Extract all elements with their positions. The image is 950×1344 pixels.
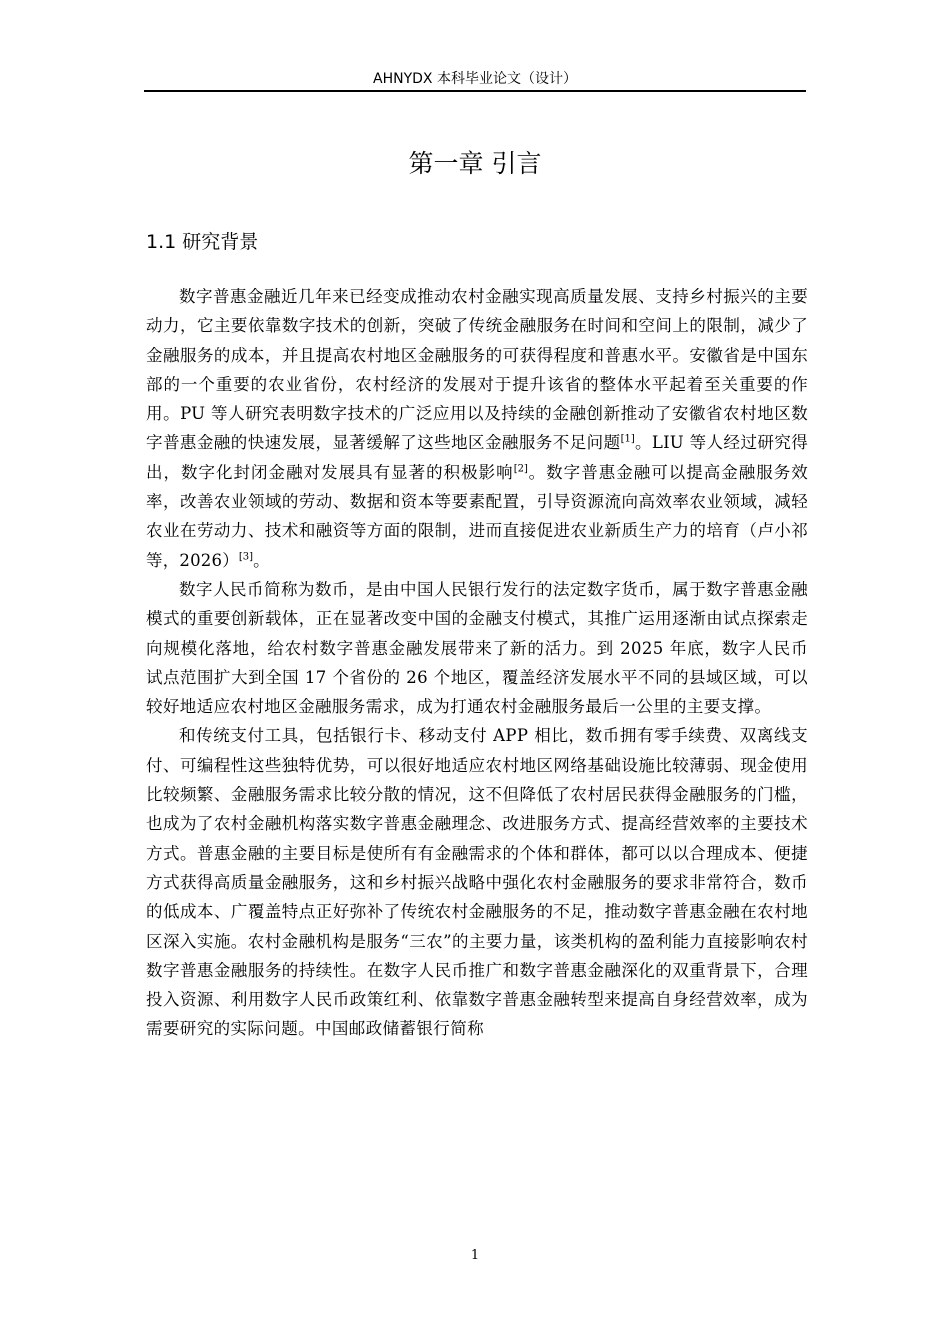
- running-header: AHNYDX 本科毕业论文（设计）: [373, 71, 577, 87]
- citation-1: [1]: [620, 433, 635, 445]
- paragraph-3: 和传统支付工具，包括银行卡、移动支付 APP 相比，数币拥有零手续费、双离线支付、可编程性这些独特优势，可以很好地适应农村地区网络基础设施比较薄弱、现金使用比较频繁、金融服务需求比较分散的情况，这不但降低了农村居民获得金融服务的门槛，也成为了农村金融机构落实数字普惠金融理念、改进服务方式、提高经营效率的主要技术方式。普惠金融的主要目标是使所有有金融需求的个体和群体，都可以以合理成本、便捷方式获得高质量金融服务，这和乡村振兴战略中强化农村金融服务的要求非常符合，数币的低成本、广覆盖特点正好弥补了传统农村金融服务的不足，推动数字普惠金融在农村地区深入实施。农村金融机构是服务“三农”的主要力量，该类机构的盈利能力直接影响农村数字普惠金融服务的持续性。在数字人民币推广和数字普惠金融深化的双重背景下，合理投入资源、利用数字人民币政策红利、依靠数字普惠金融转型来提高自身经营效率，成为需要研究的实际问题。中国邮政储蓄银行简称: [146, 726, 808, 1039]
- paragraph-1: [146, 282, 808, 575]
- citation-3: [3]: [238, 551, 254, 563]
- paragraph-1-text-c: 。数字普惠金融可以提高金融服务效率，改善农业领域的劳动、数据和资本等要素配置，引导资源流向高效率农业领域，减轻农业在劳动力、技术和融资等方面的限制，进而直接促进农业新质生产力的培育（卢小祁等，2026）: [146, 462, 808, 570]
- chapter-title: 第一章 引言: [408, 149, 542, 178]
- section-heading: 1.1 研究背景: [146, 231, 259, 253]
- paragraph-1-text-d: 。: [253, 550, 270, 570]
- page-number: 1: [470, 1248, 480, 1263]
- citation-2: [2]: [513, 463, 528, 475]
- body-text: [146, 282, 808, 1044]
- paragraph-1-text-a: 数字普惠金融近几年来已经变成推动农村金融实现高质量发展、支持乡村振兴的主要动力，它主要依靠数字技术的创新，突破了传统金融服务在时间和空间上的限制，减少了金融服务的成本，并且提高农村地区金融服务的可获得程度和普惠水平。安徽省是中国东部的一个重要的农业省份，农村经济的发展对于提升该省的整体水平起着至关重要的作用。PU 等人研究表明数字技术的广泛应用以及持续的金融创新推动了安徽省农村地区数字普惠金融的快速发展，显著缓解了这些地区金融服务不足问题: [146, 287, 808, 453]
- paragraph-1-text-b: 。LIU 等人经过研究得出，数字化封闭金融对发展具有显著的积极影响: [146, 433, 808, 482]
- header-rule: [144, 90, 806, 92]
- paragraph-2: 数字人民币简称为数币，是由中国人民银行发行的法定数字货币，属于数字普惠金融模式的重要创新载体，正在显著改变中国的金融支付模式，其推广运用逐渐由试点探索走向规模化落地，给农村数字普惠金融发展带来了新的活力。到 2025 年底，数字人民币试点范围扩大到全国 17 个省份的 26 个地区，覆盖经济发展水平不同的县域区域，可以较好地适应农村地区金融服务需求，成为打通农村金融服务最后一公里的主要支撑。: [146, 579, 808, 717]
